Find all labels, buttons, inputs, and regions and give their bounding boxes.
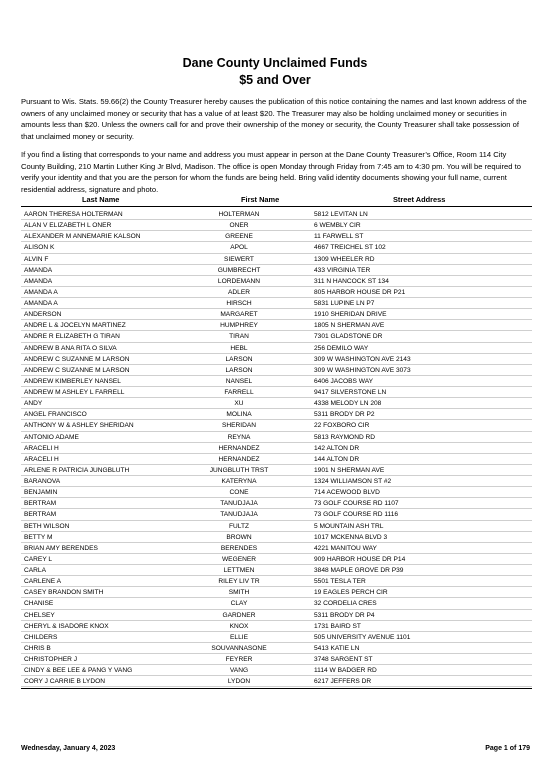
table-row — [21, 343, 532, 354]
last-name-cell: CHRISTOPHER J — [24, 656, 78, 663]
first-name-cell: HOLTERMAN — [218, 211, 260, 218]
street-address-cell: 1114 W BADGER RD — [314, 667, 377, 675]
table-row — [21, 443, 532, 454]
street-address-cell: 311 N HANCOCK ST 134 — [314, 277, 389, 285]
street-address-cell: 256 DEMILO WAY — [314, 344, 369, 352]
street-address-cell: 7301 GLADSTONE DR — [314, 333, 383, 341]
last-name-cell: CHELSEY — [24, 611, 55, 619]
street-address-cell: 1731 BAIRD ST — [314, 622, 361, 630]
street-address-cell: 144 ALTON DR — [314, 455, 360, 463]
column-header-first-name: First Name — [241, 195, 280, 204]
first-name-cell: TANUDJAJA — [220, 500, 258, 508]
last-name-cell: ANDY — [24, 400, 43, 408]
first-name-cell: TIRAN — [229, 333, 249, 341]
column-header-street-address: Street Address — [393, 195, 446, 204]
street-address-cell: 73 GOLF COURSE RD 1116 — [314, 511, 399, 519]
first-name-cell: SHERIDAN — [221, 422, 257, 430]
table-row — [21, 598, 532, 609]
first-name-cell: APOL — [230, 244, 248, 252]
street-address-cell: 1805 N SHERMAN AVE — [314, 322, 385, 330]
first-name-cell: BERENDES — [220, 544, 258, 552]
first-name-cell: LORDEMANN — [217, 277, 261, 285]
last-name-cell: ANDREW B ANA RITA O SILVA — [24, 344, 117, 352]
last-name-cell: CHERYL & ISADORE KNOX — [24, 622, 109, 630]
funds-table — [21, 209, 532, 687]
table-row — [21, 354, 532, 365]
first-name-cell: LYDON — [227, 678, 251, 686]
table-row — [21, 320, 532, 331]
table-row — [21, 610, 532, 621]
last-name-cell: ANDREW KIMBERLEY NANSEL — [24, 377, 121, 385]
table-row — [21, 465, 532, 476]
last-name-cell: ALVIN F — [24, 255, 49, 263]
last-name-cell: AMANDA A — [24, 288, 58, 296]
table-row — [21, 543, 532, 554]
first-name-cell: CONE — [229, 489, 249, 497]
last-name-cell: ANGEL FRANCISCO — [24, 411, 87, 419]
table-row — [21, 676, 532, 687]
street-address-cell: 6 WEMBLY CIR — [314, 222, 361, 230]
table-row — [21, 521, 532, 532]
street-address-cell: 5501 TESLA TER — [314, 578, 366, 586]
street-address-cell: 22 FOXBORO CIR — [314, 422, 370, 430]
table-row — [21, 231, 532, 242]
first-name-cell: GUMBRECHT — [217, 266, 261, 274]
street-address-cell: 32 CORDELIA CRES — [314, 600, 377, 608]
instructions-paragraph: If you find a listing that corresponds to your name and address you must appear in person at the Dane County Treasurer’s Office, Room 114 City County Building, 210 Martin Luther King Jr Blvd, Madison. The office is open Monday through Friday from 7:45 am to 4:30 pm. You will be required to verify your identity and that you are the person for whom the funds are being held. Bring valid identity documents showing your full name, current residential address, signature and photo. — [21, 150, 521, 194]
street-address-cell: 9417 SILVERSTONE LN — [314, 389, 387, 396]
table-row — [21, 587, 532, 598]
street-address-cell: 5311 BRODY DR P4 — [314, 611, 375, 619]
first-name-cell: LARSON — [225, 355, 253, 363]
street-address-cell: 4338 MELODY LN 208 — [314, 400, 382, 408]
street-address-cell: 5 MOUNTAIN ASH TRL — [314, 522, 384, 530]
street-address-cell: 1910 SHERIDAN DRIVE — [314, 311, 387, 319]
table-row — [21, 309, 532, 320]
table-row — [21, 487, 532, 498]
last-name-cell: ANDREW C SUZANNE M LARSON — [24, 355, 130, 363]
street-address-cell: 309 W WASHINGTON AVE 3073 — [314, 366, 411, 374]
last-name-cell: ANDREW C SUZANNE M LARSON — [24, 366, 130, 374]
last-name-cell: ANDREW M ASHLEY L FARRELL — [24, 389, 125, 396]
first-name-cell: XU — [234, 400, 244, 408]
first-name-cell: LARSON — [225, 366, 253, 374]
first-name-cell: MARGARET — [220, 311, 258, 319]
table-row — [21, 365, 532, 376]
last-name-cell: AMANDA — [24, 277, 53, 285]
table-row — [21, 287, 532, 298]
table-row — [21, 565, 532, 576]
last-name-cell: CORY J CARRIE B LYDON — [24, 678, 105, 686]
street-address-cell: 1324 WILLIAMSON ST #2 — [314, 478, 392, 485]
street-address-cell: 5812 LEVITAN LN — [314, 211, 368, 218]
street-address-cell: 505 UNIVERSITY AVENUE 1101 — [314, 633, 411, 641]
street-address-cell: 4667 TREICHEL ST 102 — [314, 244, 386, 252]
table-row — [21, 432, 532, 443]
street-address-cell: 11 FARWELL ST — [314, 233, 364, 241]
table-row — [21, 265, 532, 276]
notice-paragraph: Pursuant to Wis. Stats. 59.66(2) the County Treasurer hereby causes the publication of this notice containing the names and last known address of the owners of any unclaimed money or security that has a value of at least $20. The Treasurer may also be holding unclaimed money or securities in amounts less than $20. Unless the owners call for and prove their ownership of the money or security, the County Treasurer shall take possession of that unclaimed money or security. — [21, 97, 527, 141]
street-address-cell: 309 W WASHINGTON AVE 2143 — [314, 355, 411, 363]
table-row — [21, 632, 532, 643]
table-row — [21, 398, 532, 409]
footer-date: Wednesday, January 4, 2023 — [21, 745, 116, 752]
street-address-cell: 1017 MCKENNA BLVD 3 — [314, 533, 388, 541]
first-name-cell: HIRSCH — [226, 300, 252, 307]
first-name-cell: JUNGBLUTH TRST — [209, 466, 269, 474]
street-address-cell: 714 ACEWOOD BLVD — [314, 489, 380, 497]
street-address-cell: 19 EAGLES PERCH CIR — [314, 589, 388, 597]
page-title: Dane County Unclaimed Funds — [182, 56, 368, 70]
first-name-cell: RILEY LIV TR — [218, 578, 260, 586]
street-address-cell: 5831 LUPINE LN P7 — [314, 300, 375, 307]
first-name-cell: HERNANDEZ — [218, 444, 260, 452]
footer-page-number: Page 1 of 179 — [485, 745, 530, 752]
first-name-cell: SOUVANNASONE — [211, 644, 267, 652]
first-name-cell: SIEWERT — [224, 255, 254, 263]
table-row — [21, 454, 532, 465]
table-row — [21, 665, 532, 676]
last-name-cell: CINDY & BEE LEE & PANG Y VANG — [24, 667, 133, 675]
last-name-cell: CHRIS B — [24, 644, 51, 652]
column-header-last-name: Last Name — [82, 195, 120, 204]
first-name-cell: HEBL — [230, 344, 248, 352]
table-row — [21, 276, 532, 287]
first-name-cell: WEGENER — [221, 555, 257, 563]
first-name-cell: HERNANDEZ — [218, 455, 260, 463]
first-name-cell: CLAY — [230, 600, 248, 608]
first-name-cell: BROWN — [226, 533, 252, 541]
table-bottom-divider — [21, 688, 532, 689]
first-name-cell: NANSEL — [225, 377, 253, 385]
table-row — [21, 498, 532, 509]
last-name-cell: AMANDA — [24, 266, 53, 274]
table-row — [21, 654, 532, 665]
street-address-cell: 5813 RAYMOND RD — [314, 433, 376, 441]
first-name-cell: FULTZ — [228, 522, 250, 530]
last-name-cell: BRIAN AMY BERENDES — [24, 544, 98, 552]
first-name-cell: SMITH — [228, 589, 250, 597]
table-row — [21, 220, 532, 231]
table-row — [21, 298, 532, 309]
last-name-cell: AARON THERESA HOLTERMAN — [24, 211, 123, 218]
last-name-cell: ANDERSON — [24, 311, 62, 319]
first-name-cell: FARRELL — [224, 389, 254, 396]
table-row — [21, 554, 532, 565]
page-subtitle: $5 and Over — [239, 73, 311, 87]
street-address-cell: 3748 SARGENT ST — [314, 656, 373, 663]
last-name-cell: ARACELI H — [24, 455, 59, 463]
last-name-cell: ARACELI H — [24, 444, 59, 452]
last-name-cell: BERTRAM — [24, 500, 57, 508]
last-name-cell: ALEXANDER M ANNEMARIE KALSON — [24, 233, 141, 241]
first-name-cell: LETTMEN — [223, 567, 255, 574]
first-name-cell: TANUDJAJA — [220, 511, 258, 519]
last-name-cell: BARANOVA — [24, 478, 61, 485]
street-address-cell: 1309 WHEELER RD — [314, 255, 375, 263]
last-name-cell: CASEY BRANDON SMITH — [24, 589, 104, 597]
table-row — [21, 242, 532, 253]
first-name-cell: ELLIE — [230, 633, 248, 641]
first-name-cell: REYNA — [227, 433, 251, 441]
table-row — [21, 376, 532, 387]
street-address-cell: 909 HARBOR HOUSE DR P14 — [314, 555, 406, 563]
last-name-cell: ALAN V ELIZABETH L ONER — [24, 222, 112, 230]
last-name-cell: CARLA — [24, 567, 46, 574]
first-name-cell: KATERYNA — [221, 478, 257, 485]
street-address-cell: 142 ALTON DR — [314, 444, 360, 452]
street-address-cell: 5311 BRODY DR P2 — [314, 411, 375, 419]
street-address-cell: 6217 JEFFERS DR — [314, 678, 372, 686]
first-name-cell: KNOX — [229, 622, 249, 630]
last-name-cell: ANDRE R ELIZABETH G TIRAN — [24, 333, 120, 341]
first-name-cell: ADLER — [228, 288, 250, 296]
first-name-cell: HUMPHREY — [220, 322, 258, 330]
first-name-cell: ONER — [229, 222, 249, 230]
street-address-cell: 6406 JACOBS WAY — [314, 377, 373, 385]
table-row — [21, 621, 532, 632]
table-row — [21, 643, 532, 654]
first-name-cell: VANG — [229, 667, 249, 675]
last-name-cell: ANTONIO ADAME — [24, 433, 79, 441]
street-address-cell: 4221 MANITOU WAY — [314, 544, 377, 552]
last-name-cell: ANDRE L & JOCELYN MARTINEZ — [24, 322, 126, 330]
first-name-cell: GREENE — [225, 233, 253, 241]
last-name-cell: BENJAMIN — [24, 489, 58, 497]
table-row — [21, 331, 532, 342]
header-divider — [21, 206, 532, 207]
last-name-cell: BERTRAM — [24, 511, 57, 519]
table-row — [21, 254, 532, 265]
street-address-cell: 73 GOLF COURSE RD 1107 — [314, 500, 399, 508]
street-address-cell: 5413 KATIE LN — [314, 644, 360, 652]
table-row — [21, 420, 532, 431]
last-name-cell: AMANDA A — [24, 300, 58, 307]
last-name-cell: ALISON K — [24, 244, 55, 252]
first-name-cell: FEYRER — [225, 656, 253, 663]
table-row — [21, 476, 532, 487]
first-name-cell: MOLINA — [226, 411, 252, 419]
last-name-cell: CHANISE — [24, 600, 54, 608]
table-row — [21, 509, 532, 520]
table-row — [21, 387, 532, 398]
table-row — [21, 576, 532, 587]
table-row — [21, 409, 532, 420]
last-name-cell: CHILDERS — [24, 633, 58, 641]
street-address-cell: 1901 N SHERMAN AVE — [314, 466, 385, 474]
table-row — [21, 532, 532, 543]
first-name-cell: GARDNER — [222, 611, 256, 619]
last-name-cell: CARLENE A — [24, 578, 62, 586]
last-name-cell: BETH WILSON — [24, 522, 70, 530]
last-name-cell: CAREY L — [24, 555, 53, 563]
last-name-cell: ARLENE R PATRICIA JUNGBLUTH — [24, 466, 130, 474]
last-name-cell: ANTHONY W & ASHLEY SHERIDAN — [24, 422, 134, 430]
street-address-cell: 805 HARBOR HOUSE DR P21 — [314, 288, 406, 296]
street-address-cell: 3848 MAPLE GROVE DR P39 — [314, 567, 404, 574]
table-row — [21, 209, 532, 220]
last-name-cell: BETTY M — [24, 533, 53, 541]
street-address-cell: 433 VIRGINIA TER — [314, 266, 371, 274]
